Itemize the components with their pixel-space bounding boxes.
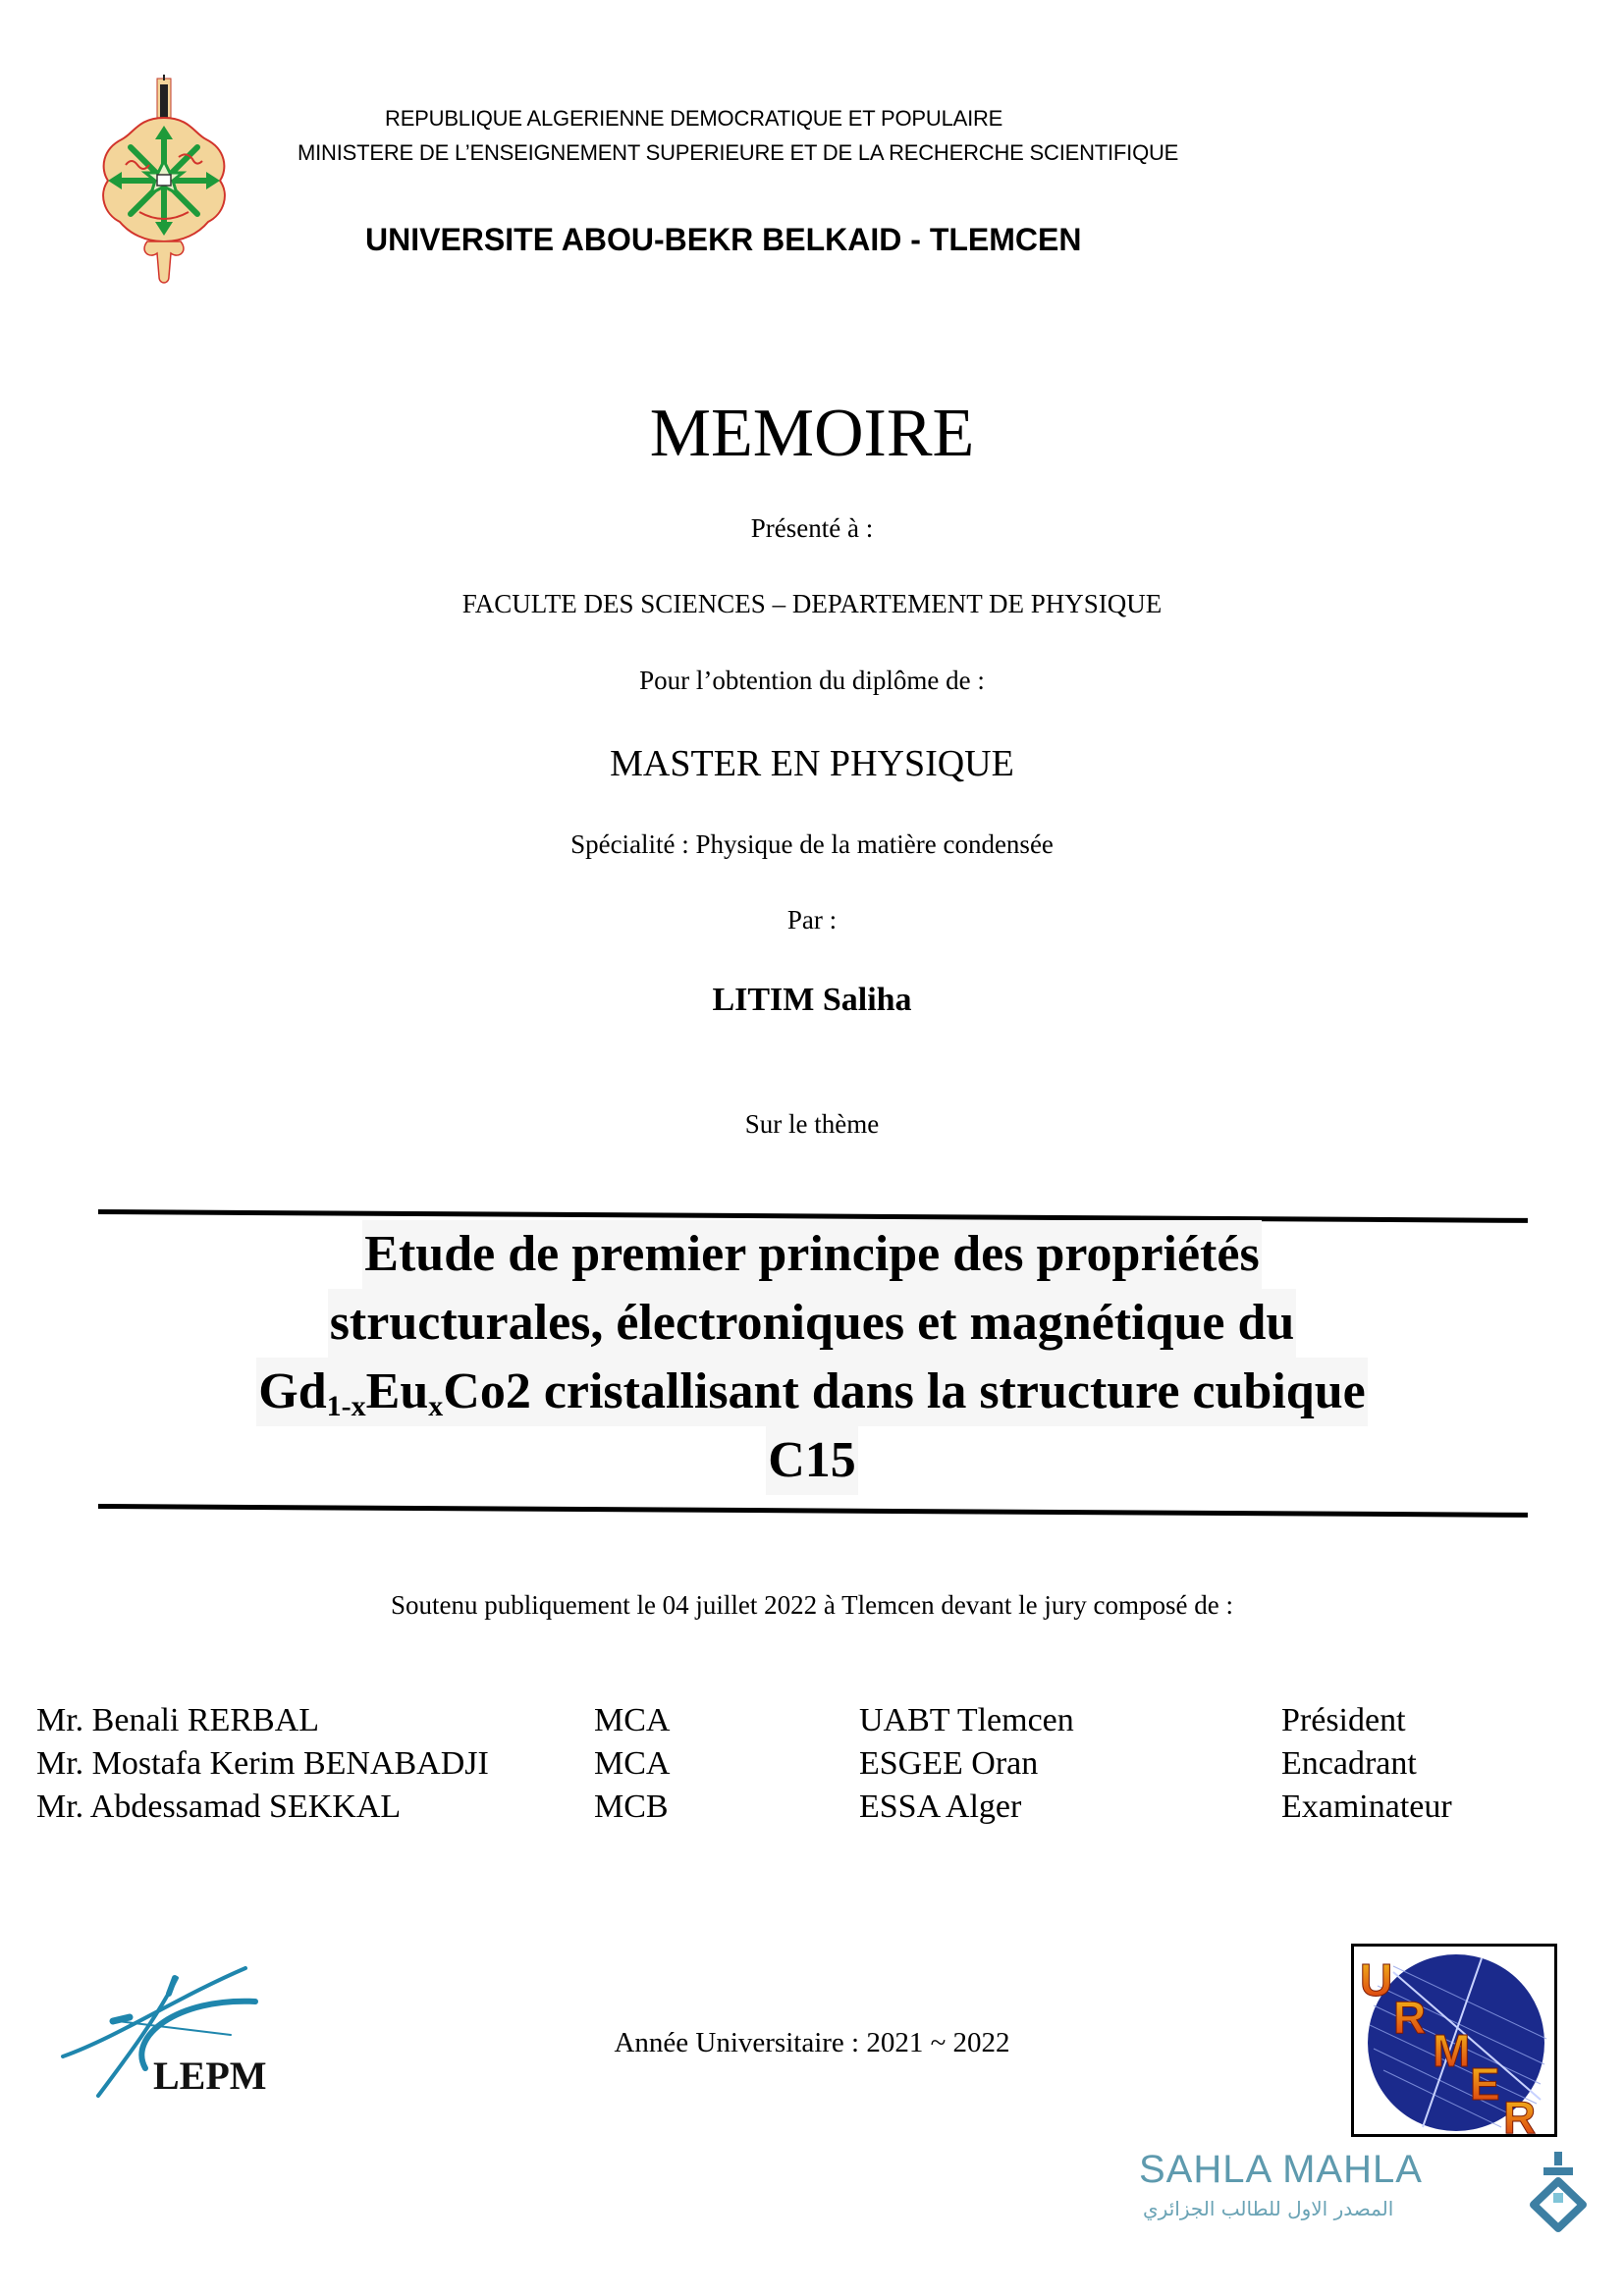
thesis-title [0, 1220, 1624, 1495]
specialty: Spécialité : Physique de la matière condensée [570, 829, 1054, 859]
jury-role: Encadrant [1281, 1745, 1417, 1782]
jury-row [0, 1702, 1624, 1745]
jury-name: Mr. Mostafa Kerim BENABADJI [36, 1745, 489, 1782]
sahla-mahla-emblem-icon [1524, 2142, 1593, 2236]
degree-name: MASTER EN PHYSIQUE [610, 743, 1014, 784]
ministry-header: MINISTERE DE L’ENSEIGNEMENT SUPERIEURE ET DE LA RECHERCHE SCIENTIFIQUE [298, 140, 1179, 165]
jury-institution: UABT Tlemcen [859, 1702, 1074, 1738]
formula-gd: Gd [258, 1363, 327, 1419]
formula-sub-1-x: 1-x [326, 1390, 366, 1422]
jury-role: Président [1281, 1702, 1406, 1738]
formula-rest: Co2 cristallisant dans la structure cubique [443, 1363, 1366, 1419]
title-divider-bottom [98, 1504, 1528, 1518]
jury-name: Mr. Abdessamad SEKKAL [36, 1789, 402, 1825]
academic-year: Année Universitaire : 2021 ~ 2022 [614, 2027, 1010, 2058]
theme-label: Sur le thème [744, 1109, 880, 1139]
republic-header: REPUBLIQUE ALGERIENNE DEMOCRATIQUE ET POPULAIRE [385, 106, 1003, 131]
degree-label: Pour l’obtention du diplôme de : [639, 666, 985, 695]
sahla-mahla-watermark [1139, 2148, 1610, 2246]
author-name: LITIM Saliha [712, 982, 912, 1018]
watermark-brand: SAHLA MAHLA [1139, 2148, 1423, 2191]
thesis-title-line-1: Etude de premier principe des propriétés [362, 1220, 1261, 1289]
university-emblem-icon [96, 75, 232, 287]
jury-name: Mr. Benali RERBAL [36, 1702, 320, 1738]
urmer-logo-icon [1351, 1944, 1557, 2137]
document-type-title: MEMOIRE [649, 396, 975, 471]
jury-row [0, 1745, 1624, 1789]
urmer-letter-r: R [1393, 1992, 1427, 2043]
jury-grade: MCA [594, 1702, 671, 1738]
presented-to-label: Présenté à : [750, 513, 874, 543]
faculty-department: FACULTE DES SCIENCES – DEPARTEMENT DE PHYSIQUE [461, 589, 1163, 618]
lepm-label: LEPM [153, 2054, 267, 2098]
jury-institution: ESSA Alger [859, 1789, 1022, 1825]
urmer-letter-m: M [1433, 2025, 1471, 2076]
formula-eu: Eu [365, 1363, 429, 1419]
jury-grade: MCB [594, 1789, 669, 1825]
urmer-letter-u: U [1360, 1954, 1393, 2005]
thesis-title-line-2: structurales, électroniques et magnétique du [328, 1289, 1297, 1358]
thesis-title-line-3 [256, 1358, 1367, 1426]
author-label: Par : [786, 905, 838, 934]
jury-role: Examinateur [1281, 1789, 1452, 1825]
jury-institution: ESGEE Oran [859, 1745, 1039, 1782]
urmer-letter-r2: R [1503, 2092, 1537, 2134]
jury-row [0, 1789, 1624, 1832]
watermark-tagline: المصدر الاول للطالب الجزائري [1143, 2197, 1394, 2220]
urmer-letter-e: E [1470, 2058, 1500, 2109]
jury-grade: MCA [594, 1745, 671, 1782]
university-name: UNIVERSITE ABOU-BEKR BELKAID - TLEMCEN [365, 222, 1082, 257]
formula-sub-x: x [428, 1390, 444, 1422]
thesis-title-line-4: C15 [766, 1426, 858, 1495]
defense-statement: Soutenu publiquement le 04 juillet 2022 à Tlemcen devant le jury composé de : [390, 1590, 1234, 1620]
